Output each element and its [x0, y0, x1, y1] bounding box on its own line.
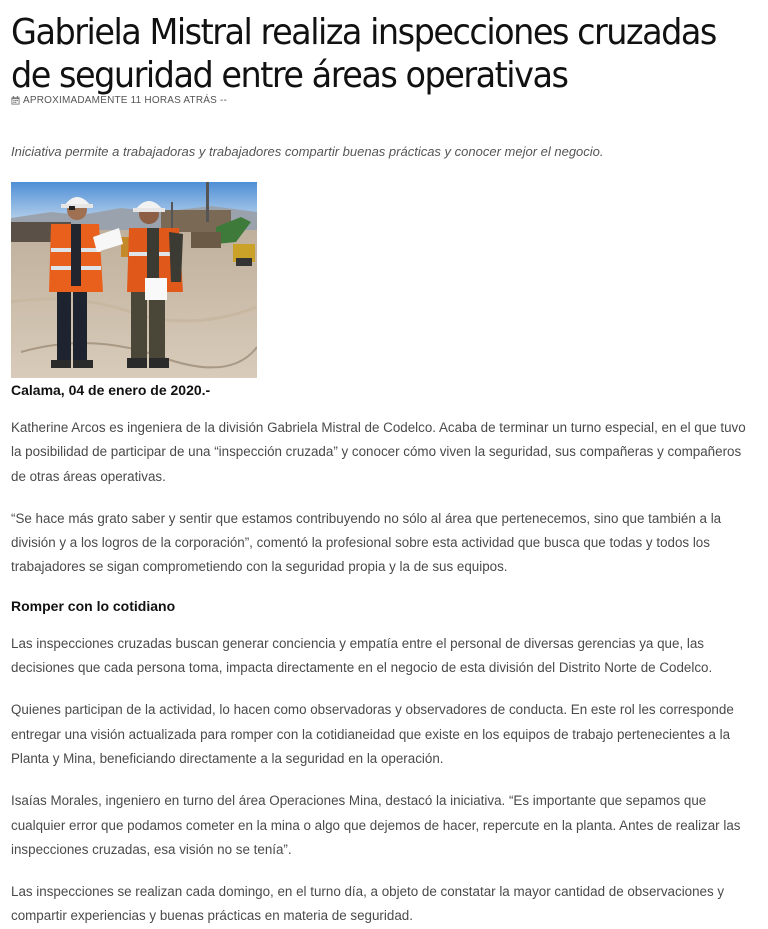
calendar-icon	[11, 96, 20, 105]
section-heading: Romper con lo cotidiano	[11, 597, 176, 614]
paragraph: Isaías Morales, ingeniero en turno del área Operaciones Mina, destacó la iniciativa. “Es importante que sepamos que cualquier error que podamos cometer en la mina o algo que dejemos de hacer, repercute en la planta. Antes de realizar las inspecciones cruzadas, esa visión no se tenía”.	[11, 793, 741, 857]
article-subtitle: Iniciativa permite a trabajadoras y trabajadores compartir buenas prácticas y conocer mejor el negocio.	[11, 144, 604, 159]
article-title: Gabriela Mistral realiza inspecciones cruzadas de seguridad entre áreas operativas	[11, 12, 716, 96]
paragraph: Katherine Arcos es ingeniera de la división Gabriela Mistral de Codelco. Acaba de terminar un turno especial, en el que tuvo la posibilidad de participar de una “inspección cruzada” y conocer cómo viven la seguridad, sus compañeras y compañeros de otras áreas operativas.	[11, 420, 746, 484]
article-photo	[11, 182, 257, 378]
paragraph: Las inspecciones cruzadas buscan generar conciencia y empatía entre el personal de diversas gerencias ya que, las decisiones que cada persona toma, impacta directamente en el negocio de esta división del Distrito Norte de Codelco.	[11, 635, 713, 676]
meta-time: APROXIMADAMENTE 11 HORAS ATRÁS --	[23, 95, 228, 106]
paragraph: Quienes participan de la actividad, lo hacen como observadoras y observadores de conducta. En este rol les corresponde entregar una visión actualizada para romper con la cotidianeidad que existe en los equipos de trabajo pertenecientes a la Planta y Mina, beneficiando directamente a la seguridad en la operación.	[11, 702, 734, 766]
paragraph: “Se hace más grato saber y sentir que estamos contribuyendo no sólo al área que pertenecemos, sino que también a la división y a los logros de la corporación”, comentó la profesional sobre esta actividad que busca que todas y todos los trabajadores se sigan comprometiendo con la seguridad propia y la de sus equipos.	[11, 510, 722, 575]
paragraph: Las inspecciones se realizan cada domingo, en el turno día, a objeto de constatar la mayor cantidad de observaciones y compartir experiencias y buenas prácticas en materia de seguridad.	[11, 884, 725, 924]
dateline: Calama, 04 de enero de 2020.-	[11, 382, 211, 398]
